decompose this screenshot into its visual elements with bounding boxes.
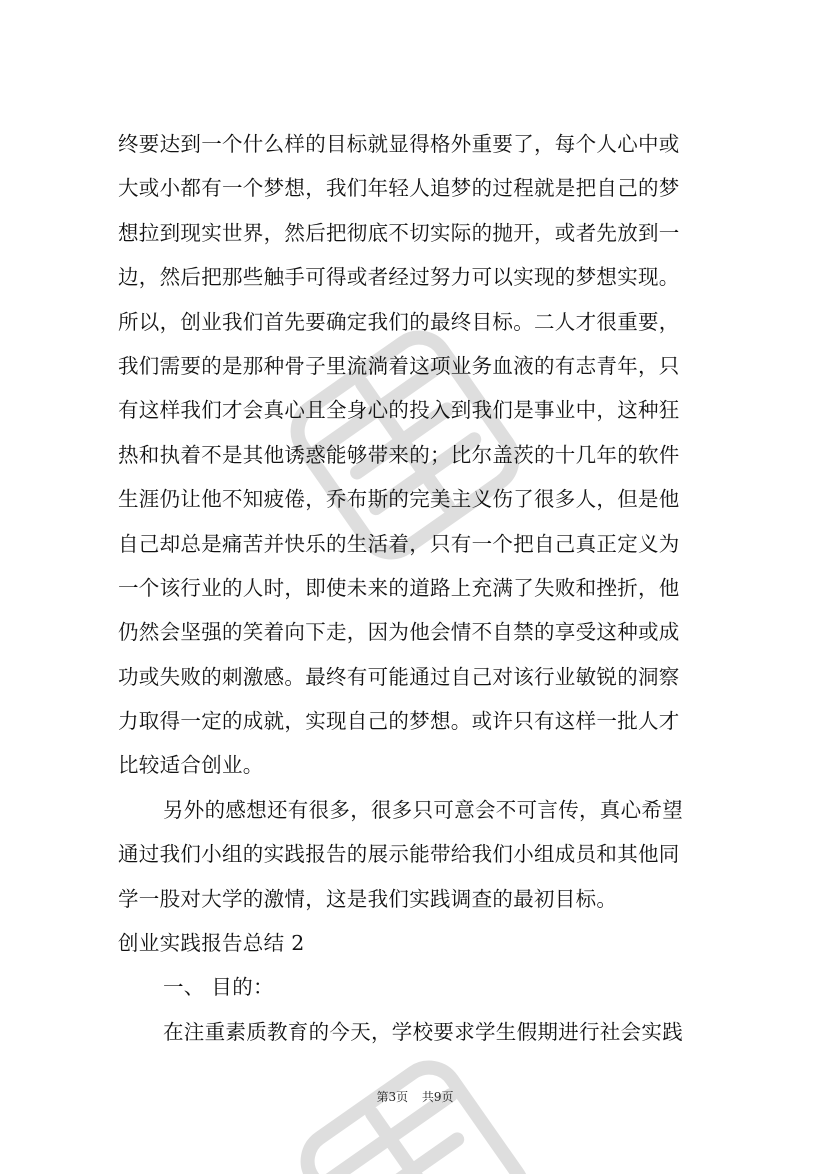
text-line: 自己却总是痛苦并快乐的生活着，只有一个把自己真正定义为 — [118, 531, 680, 556]
text-line: 有这样我们才会真心且全身心的投入到我们是事业中，这种狂 — [118, 398, 680, 423]
text-line: 边，然后把那些触手可得或者经过努力可以实现的梦想实现。 — [118, 265, 680, 290]
text-line: 所以，创业我们首先要确定我们的最终目标。二人才很重要， — [118, 309, 680, 334]
text-line: 力取得一定的成就，实现自己的梦想。或许只有这样一批人才 — [118, 709, 680, 734]
text-line: 学一股对大学的激情，这是我们实践调查的最初目标。 — [118, 886, 618, 911]
text-line: 一个该行业的人时，即使未来的道路上充满了失败和挫折，他 — [118, 575, 680, 600]
text-line: 生涯仍让他不知疲倦，乔布斯的完美主义伤了很多人，但是他 — [118, 487, 680, 512]
text-line: 终要达到一个什么样的目标就显得格外重要了，每个人心中或 — [118, 132, 680, 156]
text-line: 通过我们小组的实践报告的展示能带给我们小组成员和其他同 — [118, 842, 680, 867]
text-line: 在注重素质教育的今天，学校要求学生假期进行社会实践 — [163, 1019, 683, 1044]
text-line: 仍然会坚强的笑着向下走，因为他会情不自禁的享受这种或成 — [118, 620, 680, 645]
text-line: 我们需要的是那种骨子里流淌着这项业务血液的有志青年，只 — [118, 353, 680, 378]
section-heading: 创业实践报告总结 2 — [118, 931, 305, 956]
text-line: 功或失败的刺激感。最终有可能通过自己对该行业敏锐的洞察 — [118, 664, 680, 689]
subheading: 一、 目的： — [163, 975, 274, 1000]
page-number: 第3页 — [376, 1090, 409, 1104]
document-body — [118, 122, 718, 1054]
paragraph — [118, 122, 718, 788]
text-line: 比较适合创业。 — [118, 753, 264, 778]
paragraph — [118, 788, 718, 921]
watermark-stamp — [300, 1060, 530, 1174]
text-line: 热和执着不是其他诱惑能够带来的；比尔盖茨的十几年的软件 — [118, 442, 680, 467]
text-line: 大或小都有一个梦想，我们年轻人追梦的过程就是把自己的梦 — [118, 176, 680, 201]
page-footer — [0, 1088, 830, 1105]
text-line: 另外的感想还有很多，很多只可意会不可言传，真心希望 — [163, 797, 683, 822]
page-total: 共9页 — [421, 1090, 454, 1104]
text-line: 想拉到现实世界，然后把彻底不切实际的抛开，或者先放到一 — [118, 220, 680, 245]
